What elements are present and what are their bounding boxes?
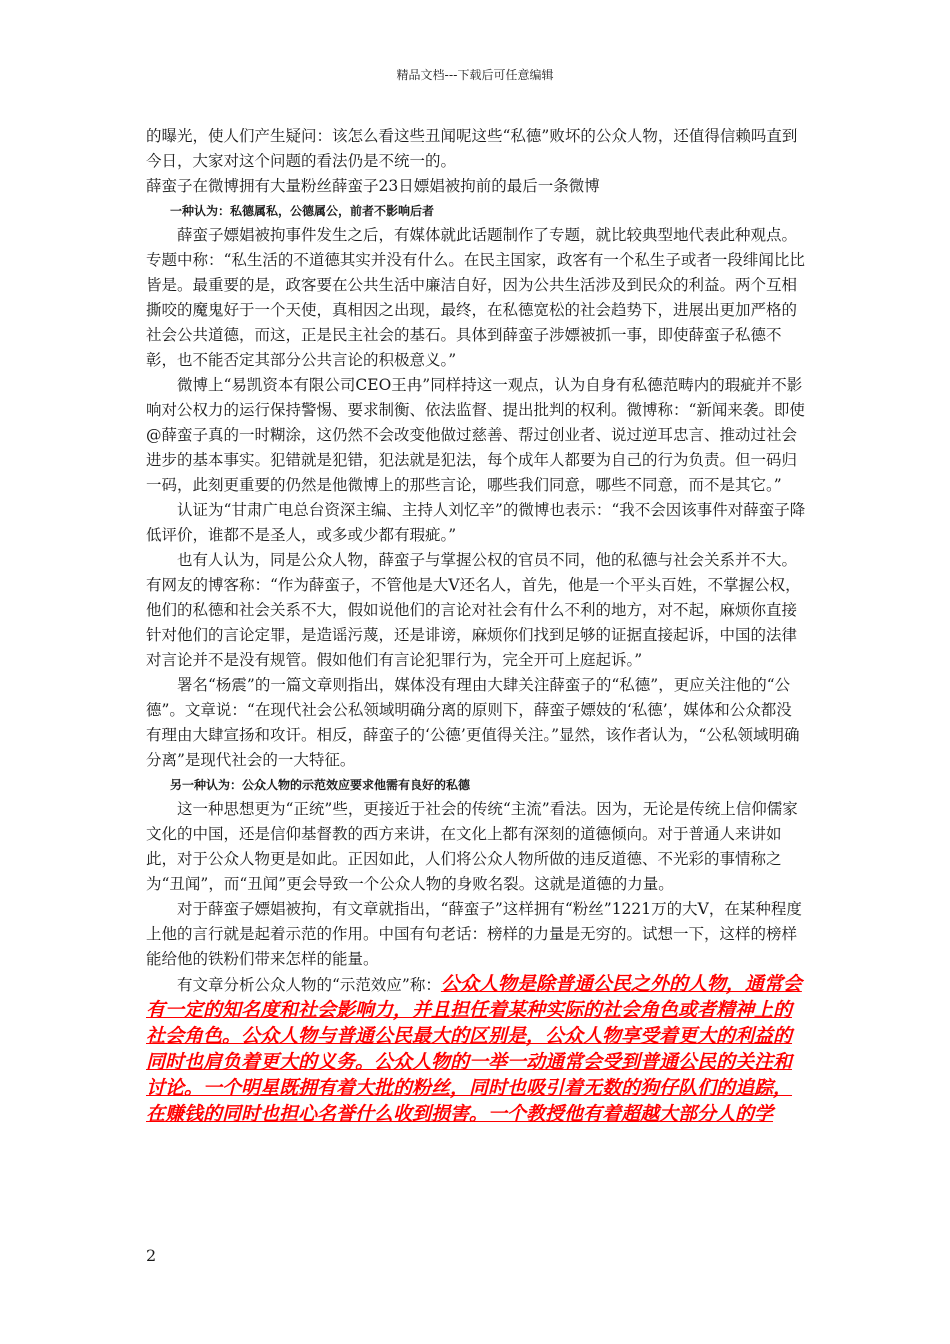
section-heading: 一种认为：私德属私，公德属公，前者不影响后者 [170, 204, 435, 218]
paragraph: 微博上“易凯资本有限公司CEO王冉”同样持这一观点，认为自身有私德范畴内的瑕疵并不影响对公权力的运行保持警惕、要求制衡、依法监督、提出批判的权利。微博称：“新闻来袭。即使@薛蛮子真的一时糊涂，这仍然不会改变他做过慈善、帮过创业者、说过逆耳忠言、推动过社会进步的基本事实。犯错就是犯错，犯法就是犯法，每个成年人都要为自己的行为负责。但一码归一码，此刻更重要的仍然是他微博上的那些言论，哪些我们同意，哪些不同意，而不是其它。” [146, 376, 805, 494]
paragraph-lead: 有文章分析公众人物的“示范效应”称： [177, 976, 441, 994]
paragraph: 署名“杨震”的一篇文章则指出，媒体没有理由大肆关注薛蛮子的“私德”，更应关注他的“公德”。文章说：“在现代社会公私领域明确分离的原则下，薛蛮子嫖妓的‘私德’，媒体和公众都没有理由大肆宣扬和攻讦。相反，薛蛮子的‘公德’更值得关注。”显然，该作者认为，“公私领域明确分离”是现代社会的一大特征。 [146, 676, 800, 769]
page-header: 精品文档---下载后可任意编辑 [396, 68, 554, 82]
paragraph: 对于薛蛮子嫖娼被拘，有文章就指出，“薛蛮子”这样拥有“粉丝”1221万的大V，在某种程度上他的言行就是起着示范的作用。中国有句老话：榜样的力量是无穷的。试想一下，这样的榜样能给他的铁粉们带来怎样的能量。 [146, 900, 802, 968]
emphasized-text: 公众人物是除普通公民之外的人物，通常会有一定的知名度和社会影响力，并且担任着某种实际的社会角色或者精神上的社会角色。公众人物与普通公民最大的区别是，公众人物享受着更大的利益的同时也肩负着更大的义务。公众人物的一举一动通常会受到普通公民的关注和讨论。一个明星既拥有着大批的粉丝，同时也吸引着无数的狗仔队们的追踪，在赚钱的同时也担心名誉什么收到损害。一个教授他有着超越大部分人的学 [146, 973, 802, 1125]
paragraph: 认证为“甘肃广电总台资深主编、主持人刘忆辛”的微博也表示：“我不会因该事件对薛蛮子降低评价，谁都不是圣人，或多或少都有瑕疵。” [146, 501, 806, 544]
paragraph: 这一种思想更为“正统”些，更接近于社会的传统“主流”看法。因为，无论是传统上信仰儒家文化的中国，还是信仰基督教的西方来讲，在文化上都有深刻的道德倾向。对于普通人来讲如此，对于公众人物更是如此。正因如此，人们将公众人物所做的违反道德、不光彩的事情称之为“丑闻”，而“丑闻”更会导致一个公众人物的身败名裂。这就是道德的力量。 [146, 800, 798, 893]
paragraph: 也有人认为，同是公众人物，薛蛮子与掌握公权的官员不同，他的私德与社会关系并不大。有网友的博客称：“作为薛蛮子，不管他是大V还名人，首先，他是一个平头百姓，不掌握公权，他们的私德和社会关系不大，假如说他们的言论对社会有什么不利的地方，对不起，麻烦你直接针对他们的言论定罪，是造谣污蔑，还是诽谤，麻烦你们找到足够的证据直接起诉，中国的法律对言论并不是没有规管。假如他们有言论犯罪行为，完全开可上庭起诉。” [146, 551, 801, 669]
document-body [146, 124, 806, 1128]
paragraph-with-emphasis [146, 972, 806, 1128]
paragraph: 的曝光，使人们产生疑问：该怎么看这些丑闻呢这些“私德”败坏的公众人物，还值得信赖吗直到今日，大家对这个问题的看法仍是不统一的。 [146, 127, 798, 170]
paragraph: 薛蛮子嫖娼被拘事件发生之后，有媒体就此话题制作了专题，就比较典型地代表此种观点。专题中称：“私生活的不道德其实并没有什么。在民主国家，政客有一个私生子或者一段绯闻比比皆是。最重要的是，政客要在公共生活中廉洁自好，因为公共生活涉及到民众的利益。两个互相撕咬的魔鬼好于一个天使，真相因之出现，最终，在私德宽松的社会趋势下，进展出更加严格的社会公共道德，而这，正是民主社会的基石。具体到薛蛮子涉嫖被抓一事，即使薛蛮子私德不彰，也不能否定其部分公共言论的积极意义。” [146, 226, 805, 369]
page-number: 2 [146, 1246, 157, 1265]
photo-caption: 薛蛮子在微博拥有大量粉丝薛蛮子23日嫖娼被拘前的最后一条微博 [146, 177, 600, 195]
section-heading: 另一种认为：公众人物的示范效应要求他需有良好的私德 [170, 778, 471, 792]
